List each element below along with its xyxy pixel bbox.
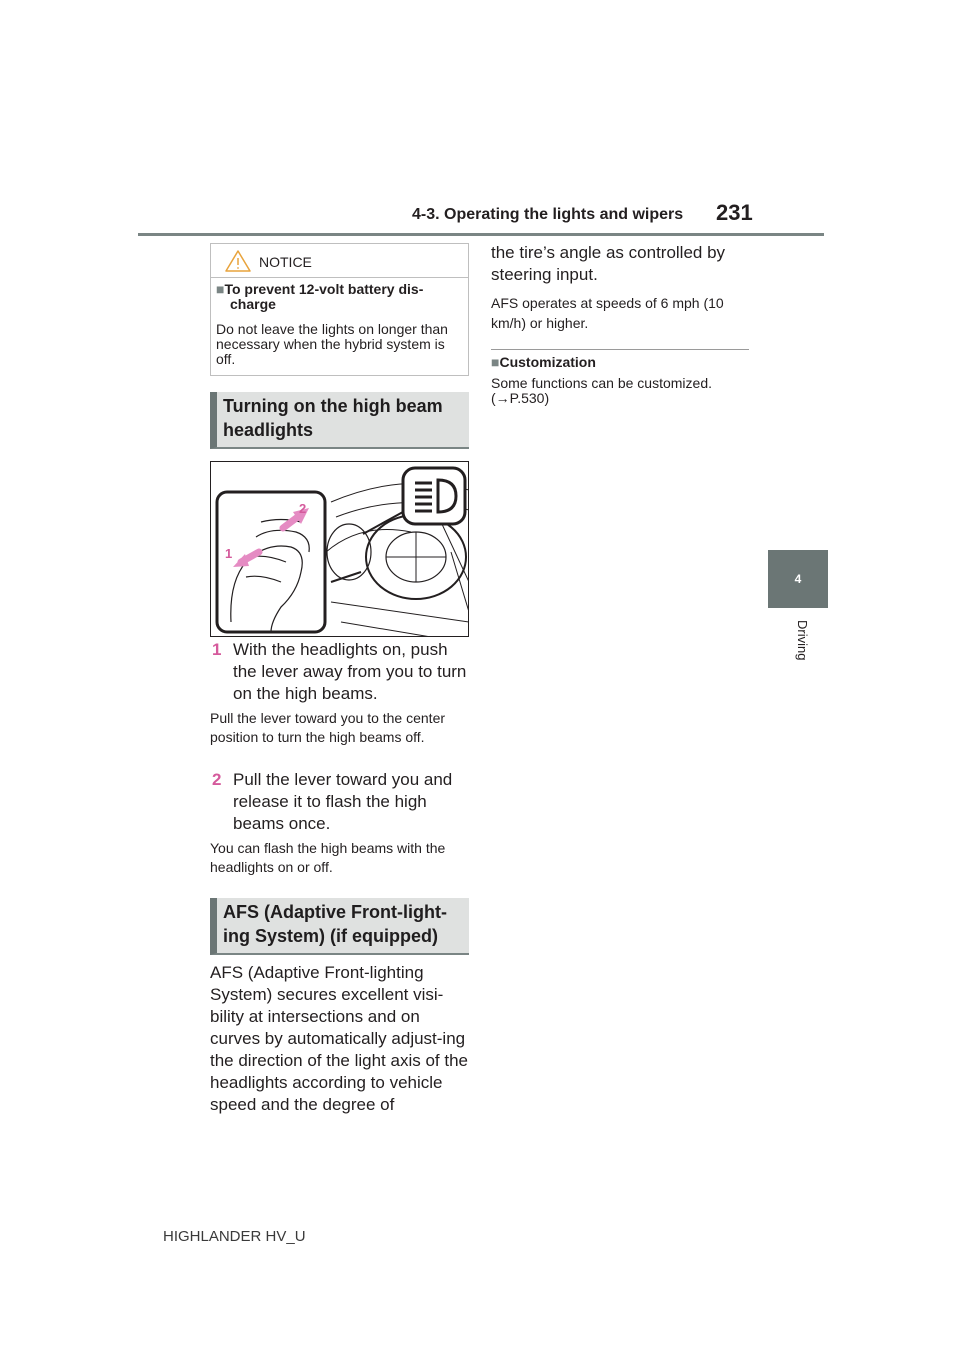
step-1 bbox=[212, 639, 470, 705]
notice-label: NOTICE bbox=[259, 254, 312, 270]
customization-body: Some functions can be customized. (→P.530) bbox=[491, 375, 713, 406]
step-number: 2 bbox=[212, 770, 222, 789]
figure-label-2: 2 bbox=[299, 501, 307, 516]
customization-heading bbox=[491, 354, 596, 370]
step-1-note: Pull the lever toward you to the center position to turn the high beams off. bbox=[210, 710, 446, 745]
afs-paragraph-continued: the tire’s angle as controlled by steering input. bbox=[491, 243, 726, 284]
step-text: Pull the lever toward you and release it to flash the high beams once. bbox=[233, 770, 453, 833]
divider bbox=[491, 349, 749, 350]
step-number: 1 bbox=[212, 640, 222, 659]
bullet-square-icon: ■ bbox=[216, 281, 225, 297]
chapter-number: 4 bbox=[794, 572, 802, 586]
page-number: 231 bbox=[716, 200, 753, 225]
step-2-note: You can flash the high beams with the headlights on or off. bbox=[210, 840, 446, 875]
notice-body: Do not leave the lights on longer than necessary when the hybrid system is off. bbox=[216, 321, 448, 367]
chapter-label: Driving bbox=[795, 620, 810, 661]
dashboard-lever-drawing bbox=[211, 462, 469, 637]
chapter-tab[interactable] bbox=[768, 550, 828, 608]
afs-speed-note: AFS operates at speeds of 6 mph (10 km/h) or higher. bbox=[491, 295, 724, 331]
figure-label-1: 1 bbox=[225, 546, 233, 561]
step-text: With the headlights on, push the lever away from you to turn on the high beams. bbox=[233, 640, 467, 703]
section-heading-high-beam: Turning on the high beam headlights bbox=[210, 392, 469, 449]
section-title: 4-3. Operating the lights and wipers bbox=[412, 206, 684, 223]
step-2 bbox=[212, 769, 470, 835]
customization-heading-text: Customization bbox=[499, 354, 596, 370]
notice-box bbox=[210, 243, 469, 376]
footer-model: HIGHLANDER HV_U bbox=[163, 1228, 306, 1245]
high-beam-lever-illustration bbox=[210, 461, 469, 637]
notice-header bbox=[211, 244, 468, 278]
header-rule bbox=[138, 233, 824, 236]
notice-subheading bbox=[216, 282, 466, 312]
warning-triangle-icon bbox=[225, 250, 251, 272]
notice-subheading-text: To prevent 12-volt battery dis-charge bbox=[224, 281, 424, 312]
section-heading-afs: AFS (Adaptive Front-light-ing System) (if equipped) bbox=[210, 898, 469, 955]
bullet-square-icon: ■ bbox=[491, 354, 500, 370]
afs-paragraph: AFS (Adaptive Front-lighting System) secures excellent visi-bility at intersections and on curves by automatically adjust-ing the direction of the light axis of the headlights according to vehicle speed and the degree of bbox=[210, 963, 468, 1114]
